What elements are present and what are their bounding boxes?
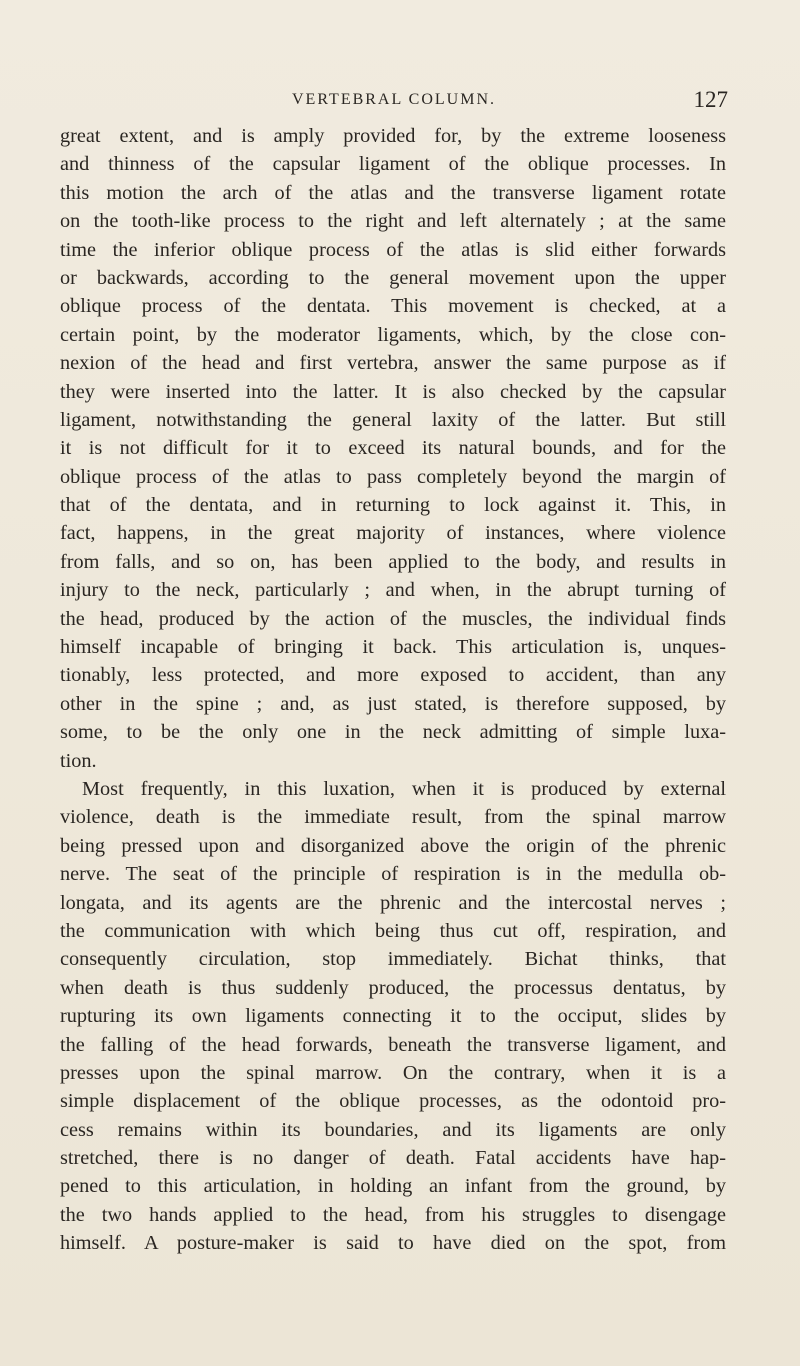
text-line: fact, happens, in the great majority of instances, where violence [60, 522, 726, 545]
text-line: oblique process of the atlas to pass completely beyond the margin of [60, 465, 726, 488]
text-line: tion. [60, 749, 97, 772]
text-line: oblique process of the dentata. This movement is checked, at a [60, 295, 726, 318]
text-line: tionably, less protected, and more exposed to accident, than any [60, 664, 726, 687]
text-line: nerve. The seat of the principle of respiration is in the medulla ob- [60, 863, 726, 886]
text-line: they were inserted into the latter. It is also checked by the capsular [60, 380, 726, 403]
running-title: VERTEBRAL COLUMN. [292, 91, 496, 108]
body-text [60, 122, 726, 1258]
text-line: some, to be the only one in the neck admitting of simple luxa- [60, 721, 726, 744]
running-head [60, 88, 728, 118]
text-line: and thinness of the capsular ligament of the oblique processes. In [60, 153, 726, 176]
text-line: stretched, there is no danger of death. Fatal accidents have hap- [60, 1147, 726, 1170]
text-line: pened to this articulation, in holding an infant from the ground, by [60, 1175, 726, 1198]
page-number: 127 [693, 87, 728, 112]
text-line: the communication with which being thus cut off, respiration, and [60, 919, 726, 942]
text-line: himself. A posture-maker is said to have died on the spot, from [60, 1232, 726, 1255]
text-line: consequently circulation, stop immediately. Bichat thinks, that [60, 948, 726, 971]
paragraph-2 [60, 775, 726, 1258]
text-line: rupturing its own ligaments connecting it to the occiput, slides by [60, 1005, 726, 1028]
text-line: longata, and its agents are the phrenic and the intercostal nerves ; [60, 891, 726, 914]
text-line: presses upon the spinal marrow. On the contrary, when it is a [60, 1061, 726, 1084]
text-line: that of the dentata, and in returning to lock against it. This, in [60, 494, 726, 517]
text-line: cess remains within its boundaries, and its ligaments are only [60, 1118, 726, 1141]
text-line: simple displacement of the oblique processes, as the odontoid pro- [60, 1090, 726, 1113]
text-line: the head, produced by the action of the muscles, the individual finds [60, 607, 726, 630]
text-line: when death is thus suddenly produced, the processus dentatus, by [60, 976, 726, 999]
text-line: this motion the arch of the atlas and the transverse ligament rotate [60, 181, 726, 204]
text-line: on the tooth-like process to the right and left alternately ; at the same [60, 210, 726, 233]
text-line: injury to the neck, particularly ; and when, in the abrupt turning of [60, 579, 726, 602]
text-line: violence, death is the immediate result, from the spinal marrow [60, 806, 726, 829]
text-line: great extent, and is amply provided for, by the extreme looseness [60, 125, 726, 147]
text-line: himself incapable of bringing it back. This articulation is, unques- [60, 636, 726, 659]
text-line: being pressed upon and disorganized above the origin of the phrenic [60, 834, 726, 857]
text-line: Most frequently, in this luxation, when it is produced by external [82, 777, 726, 800]
text-line: or backwards, according to the general movement upon the upper [60, 266, 726, 289]
text-line: the falling of the head forwards, beneath the transverse ligament, and [60, 1033, 726, 1056]
text-line: time the inferior oblique process of the atlas is slid either forwards [60, 238, 726, 261]
text-line: from falls, and so on, has been applied to the body, and results in [60, 550, 726, 573]
paragraph-1 [60, 122, 726, 775]
text-line: it is not difficult for it to exceed its natural bounds, and for the [60, 437, 726, 460]
text-line: certain point, by the moderator ligaments, which, by the close con- [60, 323, 726, 346]
text-line: nexion of the head and first vertebra, answer the same purpose as if [60, 352, 726, 375]
text-line: ligament, notwithstanding the general laxity of the latter. But still [60, 408, 726, 431]
text-line: other in the spine ; and, as just stated, is therefore supposed, by [60, 692, 726, 715]
text-line: the two hands applied to the head, from his struggles to disengage [60, 1203, 726, 1226]
